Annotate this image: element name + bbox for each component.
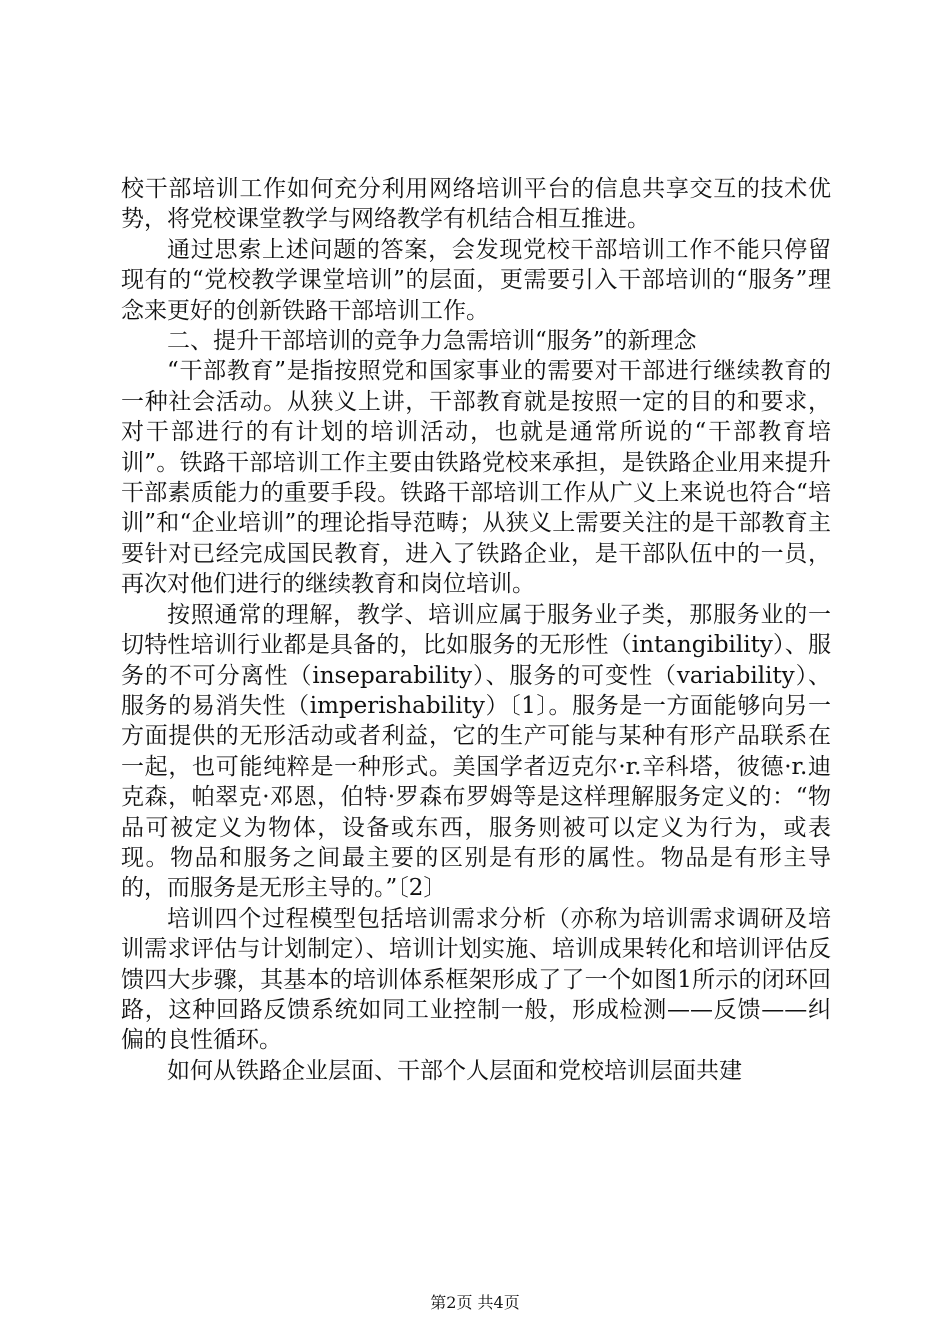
- paragraph: “干部教育”是指按照党和国家事业的需要对干部进行继续教育的一种社会活动。从狭义上讲，干部教育就是按照一定的目的和要求，对干部进行的有计划的培训活动，也就是通常所说的“干部教育培训”。铁路干部培训工作主要由铁路党校来承担，是铁路企业用来提升干部素质能力的重要手段。铁路干部培训工作从广义上来说也符合“培训”和“企业培训”的理论指导范畴；从狭义上需要关注的是干部教育主要针对已经完成国民教育，进入了铁路企业，是干部队伍中的一员，再次对他们进行的继续教育和岗位培训。: [121, 358, 831, 598]
- paragraph: 通过思索上述问题的答案，会发现党校干部培训工作不能只停留现有的“党校教学课堂培训”的层面，更需要引入干部培训的“服务”理念来更好的创新铁路干部培训工作。: [121, 236, 831, 324]
- section-heading: 二、提升干部培训的竞争力急需培训“服务”的新理念: [167, 328, 697, 355]
- body-text: [121, 174, 831, 1086]
- page-footer: 第2页 共4页: [430, 1293, 520, 1312]
- paragraph: 培训四个过程模型包括培训需求分析（亦称为培训需求调研及培训需求评估与计划制定）、培训计划实施、培训成果转化和培训评估反馈四大步骤，其基本的培训体系框架形成了了一个如图1所示的闭环回路，这种回路反馈系统如同工业控制一般，形成检测——反馈——纠偏的良性循环。: [121, 905, 831, 1054]
- paragraph: 如何从铁路企业层面、干部个人层面和党校培训层面共建: [167, 1057, 742, 1084]
- paragraph-continuation: 校干部培训工作如何充分利用网络培训平台的信息共享交互的技术优势，将党校课堂教学与网络教学有机结合相互推进。: [121, 176, 831, 233]
- paragraph: 按照通常的理解，教学、培训应属于服务业子类，那服务业的一切特性培训行业都是具备的，比如服务的无形性（intangibility）、服务的不可分离性（inseparability）、服务的可变性（variability）、服务的易消失性（imperishability）〔1〕。服务是一方面能够向另一方面提供的无形活动或者利益，它的生产可能与某种有形产品联系在一起，也可能纯粹是一种形式。美国学者迈克尔·r.辛科塔，彼德·r.迪克森，帕翠克·邓恩，伯特·罗森布罗姆等是这样理解服务定义的：“物品可被定义为物体，设备或东西，服务则被可以定义为行为，或表现。物品和服务之间最主要的区别是有形的属性。物品是有形主导的，而服务是无形主导的。”〔2〕: [121, 601, 831, 902]
